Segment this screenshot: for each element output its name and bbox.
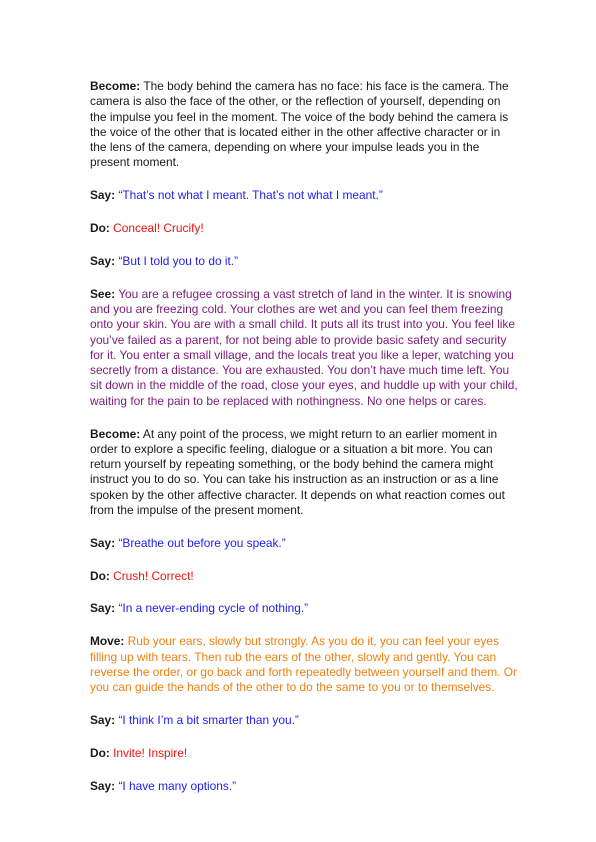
say-paragraph	[90, 601, 520, 616]
say-text: “But I told you to do it.”	[118, 253, 239, 268]
do-text: Invite! Inspire!	[113, 745, 188, 760]
say-text: “In a never-ending cycle of nothing.”	[118, 601, 309, 616]
do-text: Crush! Correct!	[113, 568, 194, 583]
say-paragraph	[90, 254, 520, 269]
become-text: The body behind the camera has no face: his face is the camera. The camera is also the face of the other, or the reflection of yourself, depending on the impulse you feel in the moment. The voice of the body behind the camera is the voice of the other that is located either in the other affective character or in the lens of the camera, depending on where your impulse leads you in the present moment.	[90, 79, 509, 170]
become-paragraph	[90, 427, 520, 519]
document-page	[90, 79, 520, 811]
see-paragraph	[90, 287, 520, 409]
see-label: See:	[90, 286, 116, 301]
do-label: Do:	[90, 745, 110, 760]
say-paragraph	[90, 536, 520, 551]
see-text: You are a refugee crossing a vast stretch of land in the winter. It is snowing and you are freezing cold. Your clothes are wet and you can feel them freezing onto your skin. You are with a small child. It puts all its trust into you. You feel like you’ve failed as a parent, for not being able to provide basic safety and security for it. You enter a small village, and the locals treat you like a leper, watching you secretly from a distance. You are exhausted. You don’t have much time left. You sit down in the middle of the road, close your eyes, and huddle up with your child, waiting for the pain to be replaced with nothingness. No one helps or cares.	[90, 286, 518, 408]
say-label: Say:	[90, 712, 116, 727]
do-text: Conceal! Crucify!	[113, 221, 204, 236]
do-label: Do:	[90, 221, 110, 236]
become-paragraph	[90, 79, 520, 171]
say-label: Say:	[90, 253, 116, 268]
do-paragraph	[90, 221, 520, 236]
move-label: Move:	[90, 634, 125, 649]
move-paragraph	[90, 634, 520, 695]
say-label: Say:	[90, 188, 116, 203]
say-label: Say:	[90, 778, 116, 793]
say-label: Say:	[90, 601, 116, 616]
become-text: At any point of the process, we might return to an earlier moment in order to explore a specific feeling, dialogue or a situation a bit more. You can return yourself by repeating something, or the body behind the camera might instruct you to do so. You can take his instruction as an instruction or as a line spoken by the other affective character. It depends on what reaction comes out from the impulse of the present moment.	[90, 426, 505, 518]
say-paragraph	[90, 713, 520, 728]
say-text: “I think I’m a bit smarter than you.”	[118, 712, 299, 727]
do-paragraph	[90, 746, 520, 761]
say-paragraph	[90, 779, 520, 794]
say-text: “I have many options.”	[118, 778, 237, 793]
become-label: Become:	[90, 426, 141, 441]
do-label: Do:	[90, 568, 110, 583]
move-text: Rub your ears, slowly but strongly. As you do it, you can feel your eyes filling up with tears. Then rub the ears of the other, slowly and gently. You can reverse the order, or go back and forth repeatedly between yourself and them. Or you can guide the hands of the other to do the same to you or to themselves.	[90, 634, 517, 695]
do-paragraph	[90, 569, 520, 584]
say-text: “That’s not what I meant. That’s not what I meant.”	[118, 188, 383, 203]
become-label: Become:	[90, 79, 141, 93]
say-text: “Breathe out before you speak.”	[118, 535, 286, 550]
say-label: Say:	[90, 535, 116, 550]
say-paragraph	[90, 188, 520, 203]
